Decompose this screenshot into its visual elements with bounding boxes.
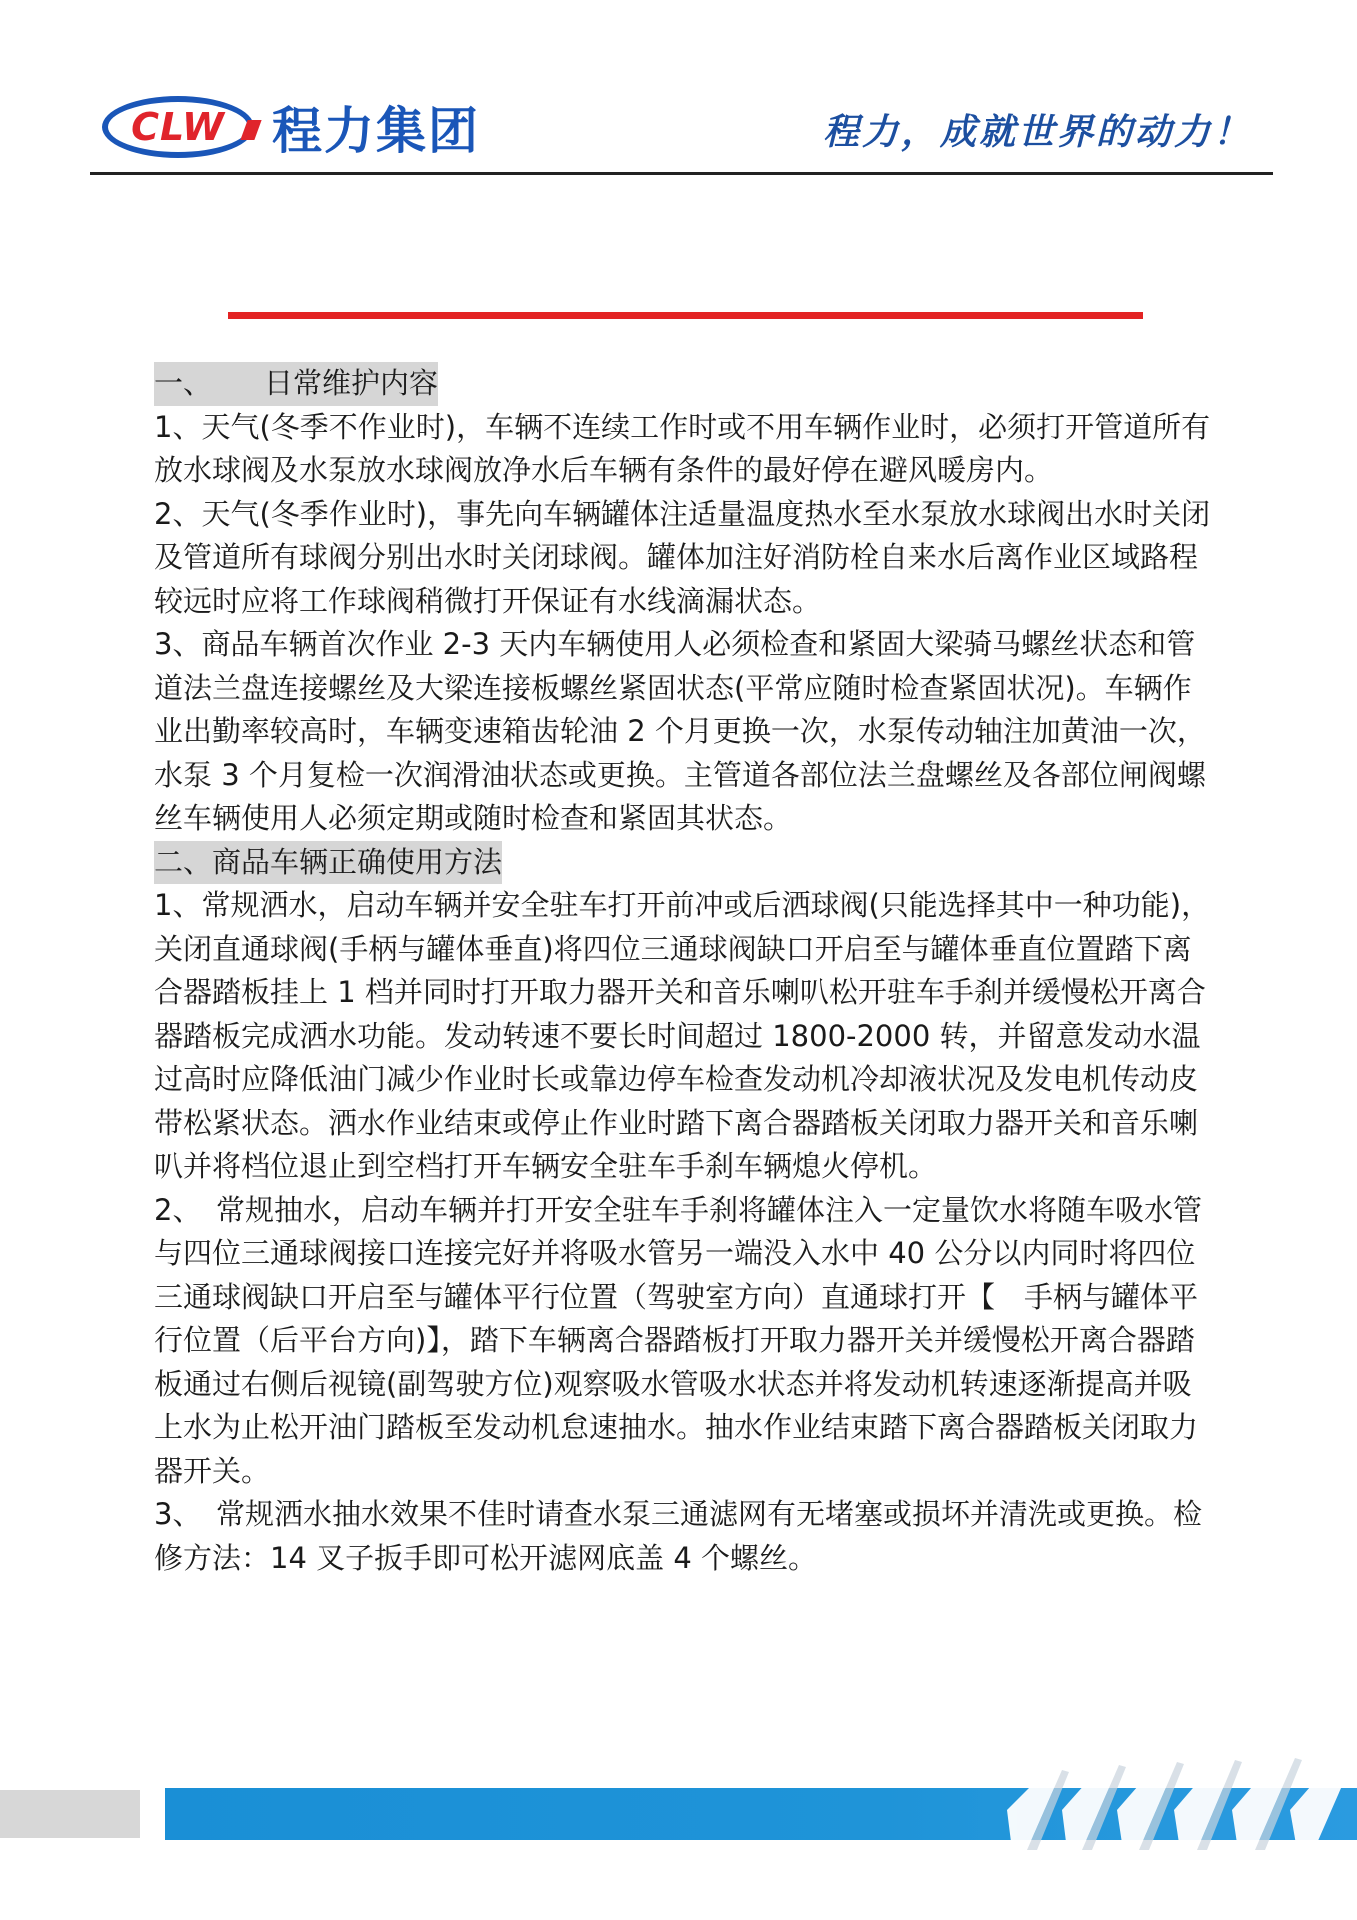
- page-footer: [0, 1770, 1357, 1920]
- paragraph: 2、天气(冬季作业时)，事先向车辆罐体注适量温度热水至水泵放水球阀出水时关闭及管道所有球阀分别出水时关闭球阀。罐体加注好消防栓自来水后离作业区域路程较远时应将工作球阀稍微打开保证有水线滴漏状态。: [154, 496, 1211, 618]
- slogan: 程力，成就世界的动力！: [822, 111, 1252, 153]
- paragraph: 2、 常规抽水，启动车辆并打开安全驻车手刹将罐体注入一定量饮水将随车吸水管与四位三通球阀接口连接完好并将吸水管另一端没入水中 40 公分以内同时将四位三通球阀缺口开启至与罐体平行位置（驾驶室方向）直通球打开【 手柄与罐体平行位置（后平台方向)】，踏下车辆离合器踏板打开取力器开关并缓慢松开离合器踏板通过右侧后视镜(副驾驶方位)观察吸水管吸水状态并将发动机转速逐渐提高并吸上水为止松开油门踏板至发动机怠速抽水。抽水作业结束踏下离合器踏板关闭取力器开关。: [154, 1192, 1202, 1488]
- section-heading: [154, 841, 1214, 885]
- header-divider: [90, 172, 1273, 175]
- section-heading: [154, 362, 1214, 406]
- document-body: [154, 362, 1214, 1580]
- paragraph: 3、 常规洒水抽水效果不佳时请查水泵三通滤网有无堵塞或损坏并清洗或更换。检修方法：14 叉子扳手即可松开滤网底盖 4 个螺丝。: [154, 1497, 1202, 1575]
- paragraph: 3、商品车辆首次作业 2-3 天内车辆使用人必须检查和紧固大梁骑马螺丝状态和管道法兰盘连接螺丝及大梁连接板螺丝紧固状态(平常应随时检查紧固状况)。车辆作业出勤率较高时，车辆变速箱齿轮油 2 个月更换一次，水泵传动轴注加黄油一次，水泵 3 个月复检一次润滑油状态或更换。主管道各部位法兰盘螺丝及各部位闸阀螺丝车辆使用人必须定期或随时检查和紧固其状态。: [154, 627, 1206, 835]
- company-name: 程力集团: [272, 102, 480, 160]
- section-heading-text: 二、商品车辆正确使用方法: [154, 841, 502, 885]
- logo-mark: CLW: [131, 105, 225, 149]
- logo-oval-icon: [102, 96, 254, 158]
- section-heading-number: 一、: [154, 366, 213, 400]
- page-header: [0, 0, 1357, 180]
- paragraph: 1、天气(冬季不作业时)，车辆不连续工作时或不用车辆作业时，必须打开管道所有放水球阀及水泵放水球阀放净水后车辆有条件的最好停在避风暖房内。: [154, 409, 1211, 487]
- title-red-divider: [228, 312, 1143, 319]
- section-heading-text: 日常维护内容: [264, 366, 439, 400]
- footer-grey-band: [0, 1790, 140, 1838]
- company-logo: [102, 92, 480, 162]
- footer-swoosh-icon: [987, 1750, 1357, 1860]
- paragraph: 1、常规洒水，启动车辆并安全驻车打开前冲或后洒球阀(只能选择其中一种功能)，关闭直通球阀(手柄与罐体垂直)将四位三通球阀缺口开启至与罐体垂直位置踏下离合器踏板挂上 1 档并同时打开取力器开关和音乐喇叭松开驻车手刹并缓慢松开离合器踏板完成洒水功能。发动转速不要长时间超过 1800-2000 转，并留意发动水温过高时应降低油门减少作业时长或靠边停车检查发动机冷却液状况及发电机传动皮带松紧状态。洒水作业结束或停止作业时踏下离合器踏板关闭取力器开关和音乐喇叭并将档位退止到空档打开车辆安全驻车手刹车辆熄火停机。: [154, 888, 1211, 1183]
